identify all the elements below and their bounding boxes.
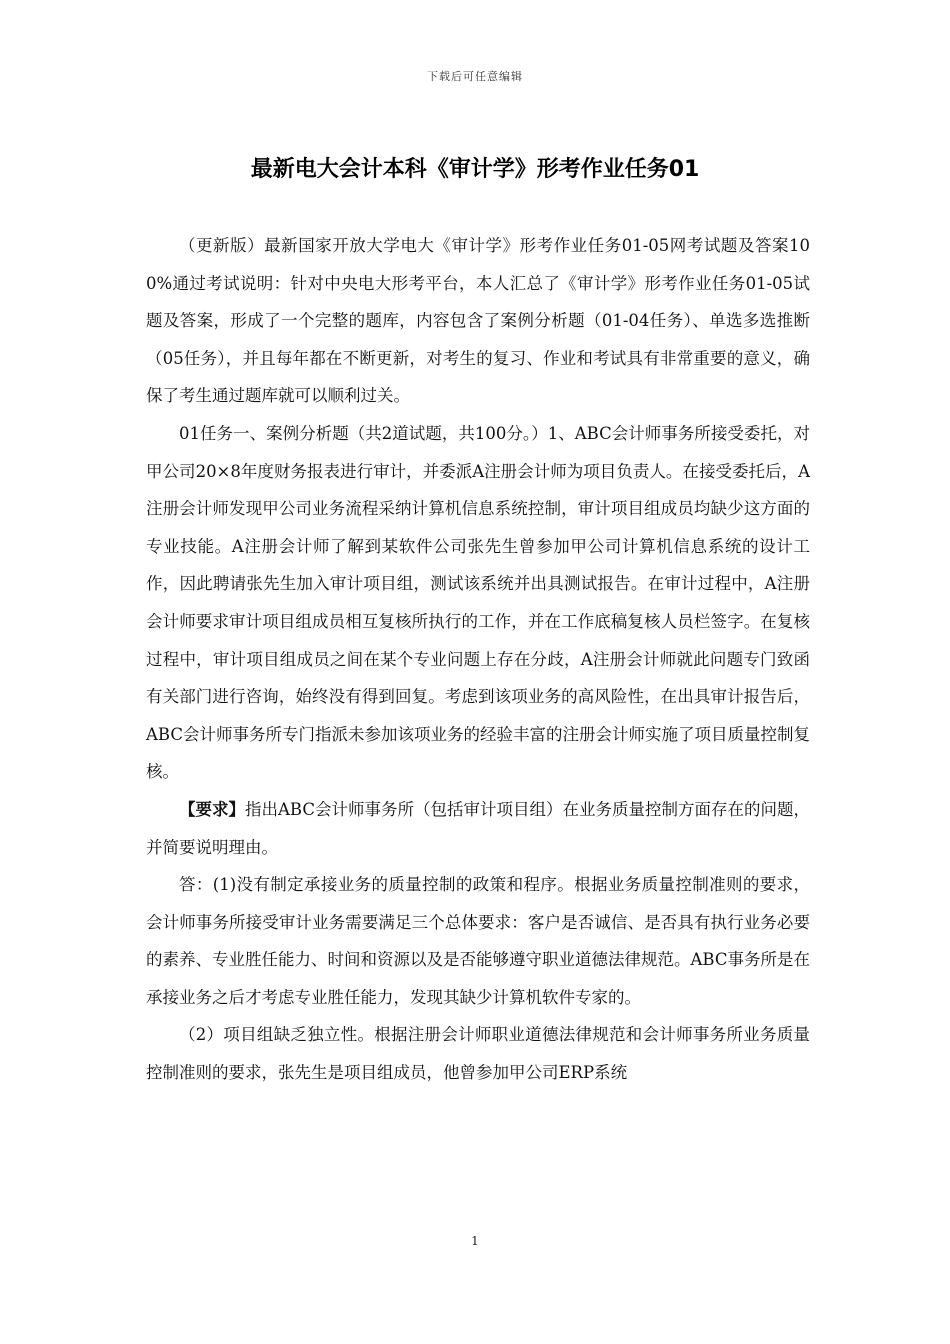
page-number: 1 [471,1234,479,1248]
document-title: 最新电大会计本科《审计学》形考作业任务01 [250,157,700,182]
document-body [146,227,810,1092]
answer-paragraph-1: 答：(1)没有制定承接业务的质量控制的政策和程序。根据业务质量控制准则的要求，会计师事务所接受审计业务需要满足三个总体要求：客户是否诚信、是否具有执行业务必要的素养、专业胜任能力、时间和资源以及是否能够遵守职业道德法律规范。ABC事务所是在承接业务之后才考虑专业胜任能力，发现其缺少计算机软件专家的。 [146,875,810,1007]
intro-paragraph: （更新版）最新国家开放大学电大《审计学》形考作业任务01-05网考试题及答案100%通过考试说明：针对中央电大形考平台，本人汇总了《审计学》形考作业任务01-05试题及答案，形成了一个完整的题库，内容包含了案例分析题（01-04任务）、单选多选推断（05任务），并且每年都在不断更新，对考生的复习、作业和考试具有非常重要的意义，确保了考生通过题库就可以顺利过关。 [146,236,810,406]
case-paragraph: 01任务一、案例分析题（共2道试题，共100分。）1、ABC会计师事务所接受委托，对甲公司20×8年度财务报表进行审计，并委派A注册会计师为项目负责人。在接受委托后，A注册会计师发现甲公司业务流程采纳计算机信息系统控制，审计项目组成员均缺少这方面的专业技能。A注册会计师了解到某软件公司张先生曾参加甲公司计算机信息系统的设计工作，因此聘请张先生加入审计项目组，测试该系统并出具测试报告。在审计过程中，A注册会计师要求审计项目组成员相互复核所执行的工作，并在工作底稿复核人员栏签字。在复核过程中，审计项目组成员之间在某个专业问题上存在分歧，A注册会计师就此问题专门致函有关部门进行咨询，始终没有得到回复。考虑到该项业务的高风险性，在出具审计报告后，ABC会计师事务所专门指派未参加该项业务的经验丰富的注册会计师实施了项目质量控制复核。 [146,423,810,782]
page-header-note: 下载后可任意编辑 [427,70,523,83]
answer-paragraph-2: （2）项目组缺乏独立性。根据注册会计师职业道德法律规范和会计师事务所业务质量控制准则的要求，张先生是项目组成员，他曾参加甲公司ERP系统 [146,1025,810,1083]
requirement-text: 指出ABC会计师事务所（包括审计项目组）在业务质量控制方面存在的问题，并简要说明理由。 [146,799,811,857]
requirement-paragraph [146,791,810,866]
requirement-label: 【要求】 [179,799,246,819]
